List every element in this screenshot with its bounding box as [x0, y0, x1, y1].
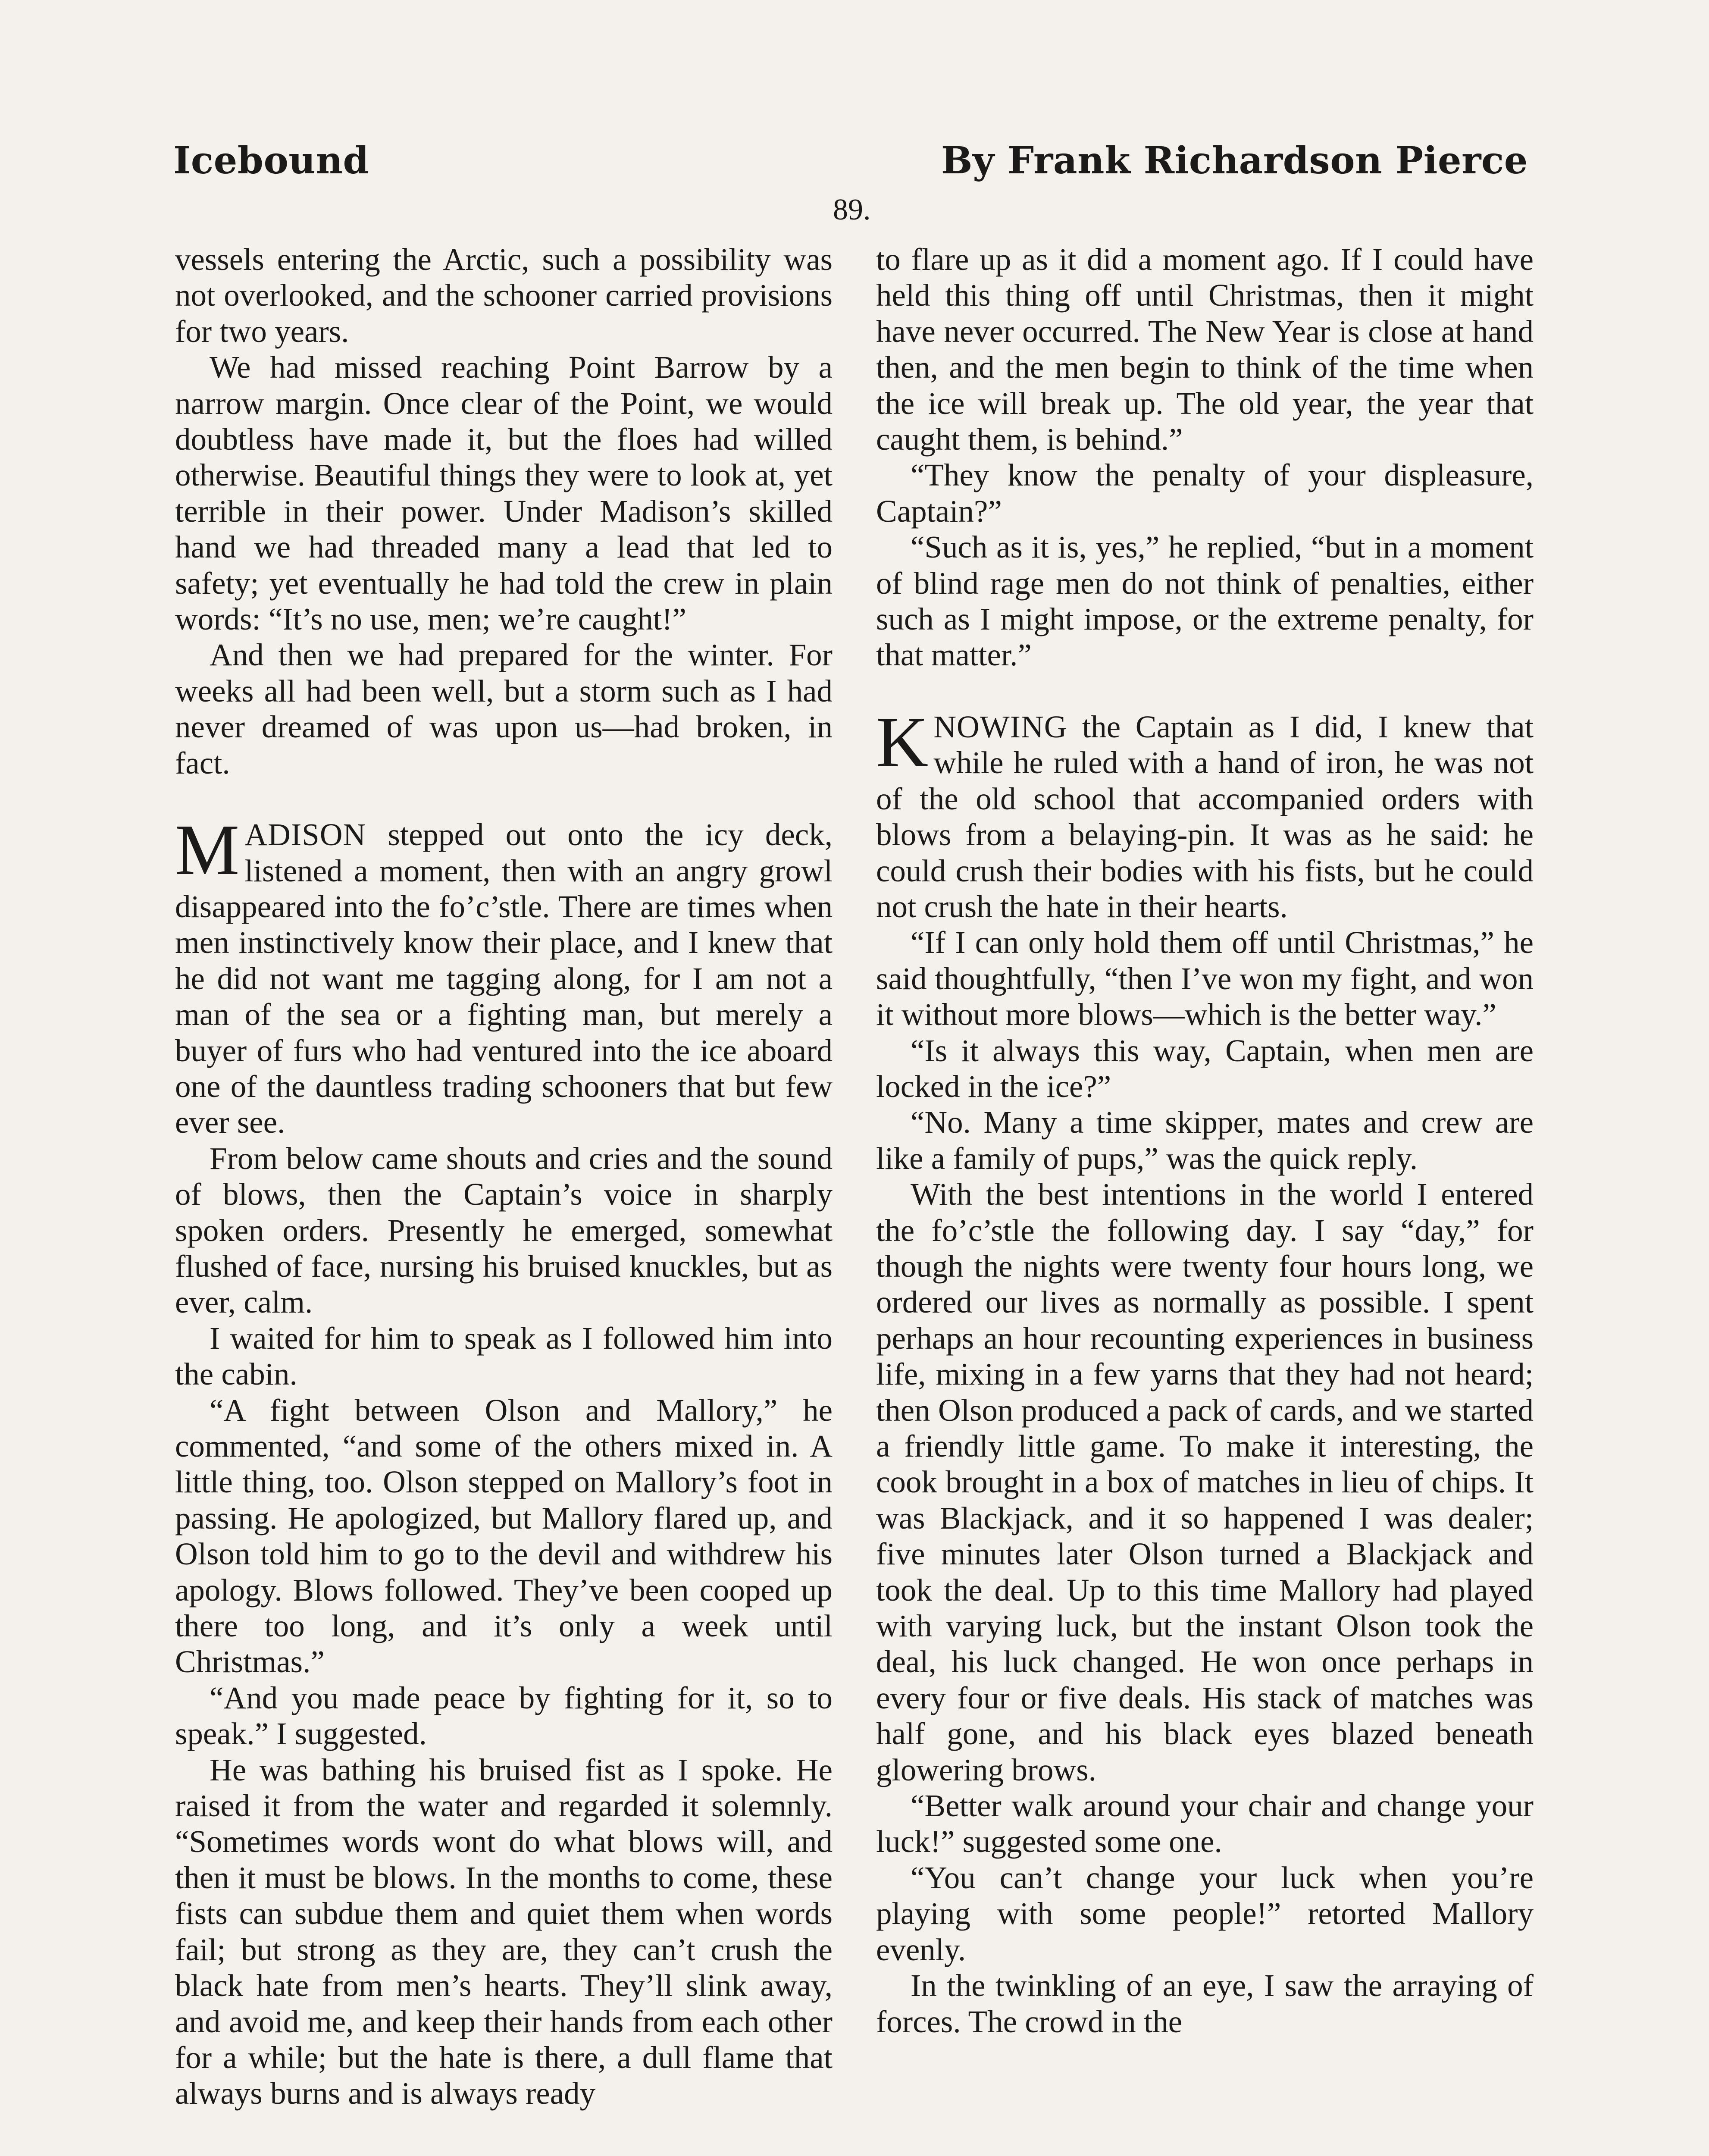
paragraph: “Is it always this way, Captain, when men are locked in the ice?” — [876, 1033, 1534, 1104]
paragraph: “And you made peace by fighting for it, so to speak.” I suggested. — [175, 1680, 833, 1752]
drop-cap: M — [175, 810, 240, 890]
story-title: Icebound — [173, 139, 369, 182]
drop-cap: K — [876, 702, 929, 782]
section-paragraph — [876, 702, 1534, 924]
paragraph-text: the Captain as I did, I knew that while he ruled with a hand of iron, he was not of the old school that accompanied orders with blows from a belaying-pin. It was as he said: he could crush their bodies with his fists, but he could not crush the hate in their hearts. — [876, 709, 1534, 924]
paragraph: He was bathing his bruised fist as I spoke. He raised it from the water and regarded it solemnly. “Sometimes words wont do what blows will, and then it must be blows. In the months to come, these fists can subdue them and quiet them when words fail; but strong as they are, they can’t crush the black hate from men’s hearts. They’ll slink away, and avoid me, and keep their hands from each other for a while; but the hate is there, a dull flame that always burns and is always ready — [175, 1752, 833, 2111]
section-paragraph — [175, 810, 833, 1141]
paragraph: We had missed reaching Point Barrow by a narrow margin. Once clear of the Point, we would doubtless have made it, but the floes had willed otherwise. Beautiful things they were to look at, yet terrible in their power. Under Madison’s skilled hand we had threaded many a lead that led to safety; yet eventually he had told the crew in plain words: “It’s no use, men; we’re caught!” — [175, 350, 833, 637]
paragraph-text: stepped out onto the icy deck, listened a moment, then with an angry growl disappeared into the fo’c’stle. There are times when men instinctively know their place, and I knew that he did not want me tagging along, for I am not a man of the sea or a fighting man, but merely a buyer of furs who had ventured into the ice aboard one of the dauntless trading schooners that but few ever see. — [175, 817, 833, 1140]
paragraph: With the best intentions in the world I entered the fo’c’stle the following day. I say “day,” for though the nights were twenty four hours long, we ordered our lives as normally as possible. I spent perhaps an hour recounting experiences in business life, mixing in a few yarns that they had not heard; then Olson produced a pack of cards, and we started a friendly little game. To make it interesting, the cook brought in a box of matches in lieu of chips. It was Blackjack, and it so happened I was dealer; five minutes later Olson turned a Blackjack and took the deal. Up to this time Mallory had played with varying luck, but the instant Olson took the deal, his luck changed. He won once perhaps in every four or five deals. His stack of matches was half gone, and his black eyes blazed beneath glowering brows. — [876, 1177, 1534, 1787]
paragraph: to flare up as it did a moment ago. If I could have held this thing off until Christmas, then it might have never occurred. The New Year is close at hand then, and the men begin to think of the time when the ice will break up. The old year, the year that caught them, is behind.” — [876, 242, 1534, 457]
paragraph: From below came shouts and cries and the sound of blows, then the Captain’s voice in sharply spoken orders. Presently he emerged, somewhat flushed of face, nursing his bruised knuckles, but as ever, calm. — [175, 1141, 833, 1320]
paragraph: “You can’t change your luck when you’re playing with some people!” retorted Mallory evenly. — [876, 1860, 1534, 1967]
page-number: 89. — [833, 193, 871, 226]
drop-cap-lead: NOWING — [933, 709, 1067, 744]
paragraph: vessels entering the Arctic, such a possibility was not overlooked, and the schooner carried provisions for two years. — [175, 242, 833, 349]
paragraph: In the twinkling of an eye, I saw the arraying of forces. The crowd in the — [876, 1968, 1534, 2039]
paragraph: “Better walk around your chair and change your luck!” suggested some one. — [876, 1788, 1534, 1859]
right-column — [876, 241, 1534, 2040]
paragraph: “They know the penalty of your displeasure, Captain?” — [876, 458, 1534, 529]
story-byline: By Frank Richardson Pierce — [941, 139, 1528, 182]
paragraph: I waited for him to speak as I followed him into the cabin. — [175, 1320, 833, 1392]
paragraph: “Such as it is, yes,” he replied, “but in a moment of blind rage men do not think of penalties, either such as I might impose, or the extreme penalty, for that matter.” — [876, 530, 1534, 673]
drop-cap-lead: ADISON — [244, 817, 366, 852]
paragraph: And then we had prepared for the winter. For weeks all had been well, but a storm such as I had never dreamed of was upon us—had broken, in fact. — [175, 637, 833, 780]
paragraph: “No. Many a time skipper, mates and crew are like a family of pups,” was the quick reply. — [876, 1105, 1534, 1176]
left-column — [175, 241, 833, 2112]
paragraph: “If I can only hold them off until Christmas,” he said thoughtfully, “then I’ve won my fight, and won it without more blows—which is the better way.” — [876, 925, 1534, 1032]
paragraph: “A fight between Olson and Mallory,” he commented, “and some of the others mixed in. A little thing, too. Olson stepped on Mallory’s foot in passing. He apologized, but Mallory flared up, and Olson told him to go to the devil and withdrew his apology. Blows followed. They’ve been cooped up there too long, and it’s only a week until Christmas.” — [175, 1392, 833, 1680]
